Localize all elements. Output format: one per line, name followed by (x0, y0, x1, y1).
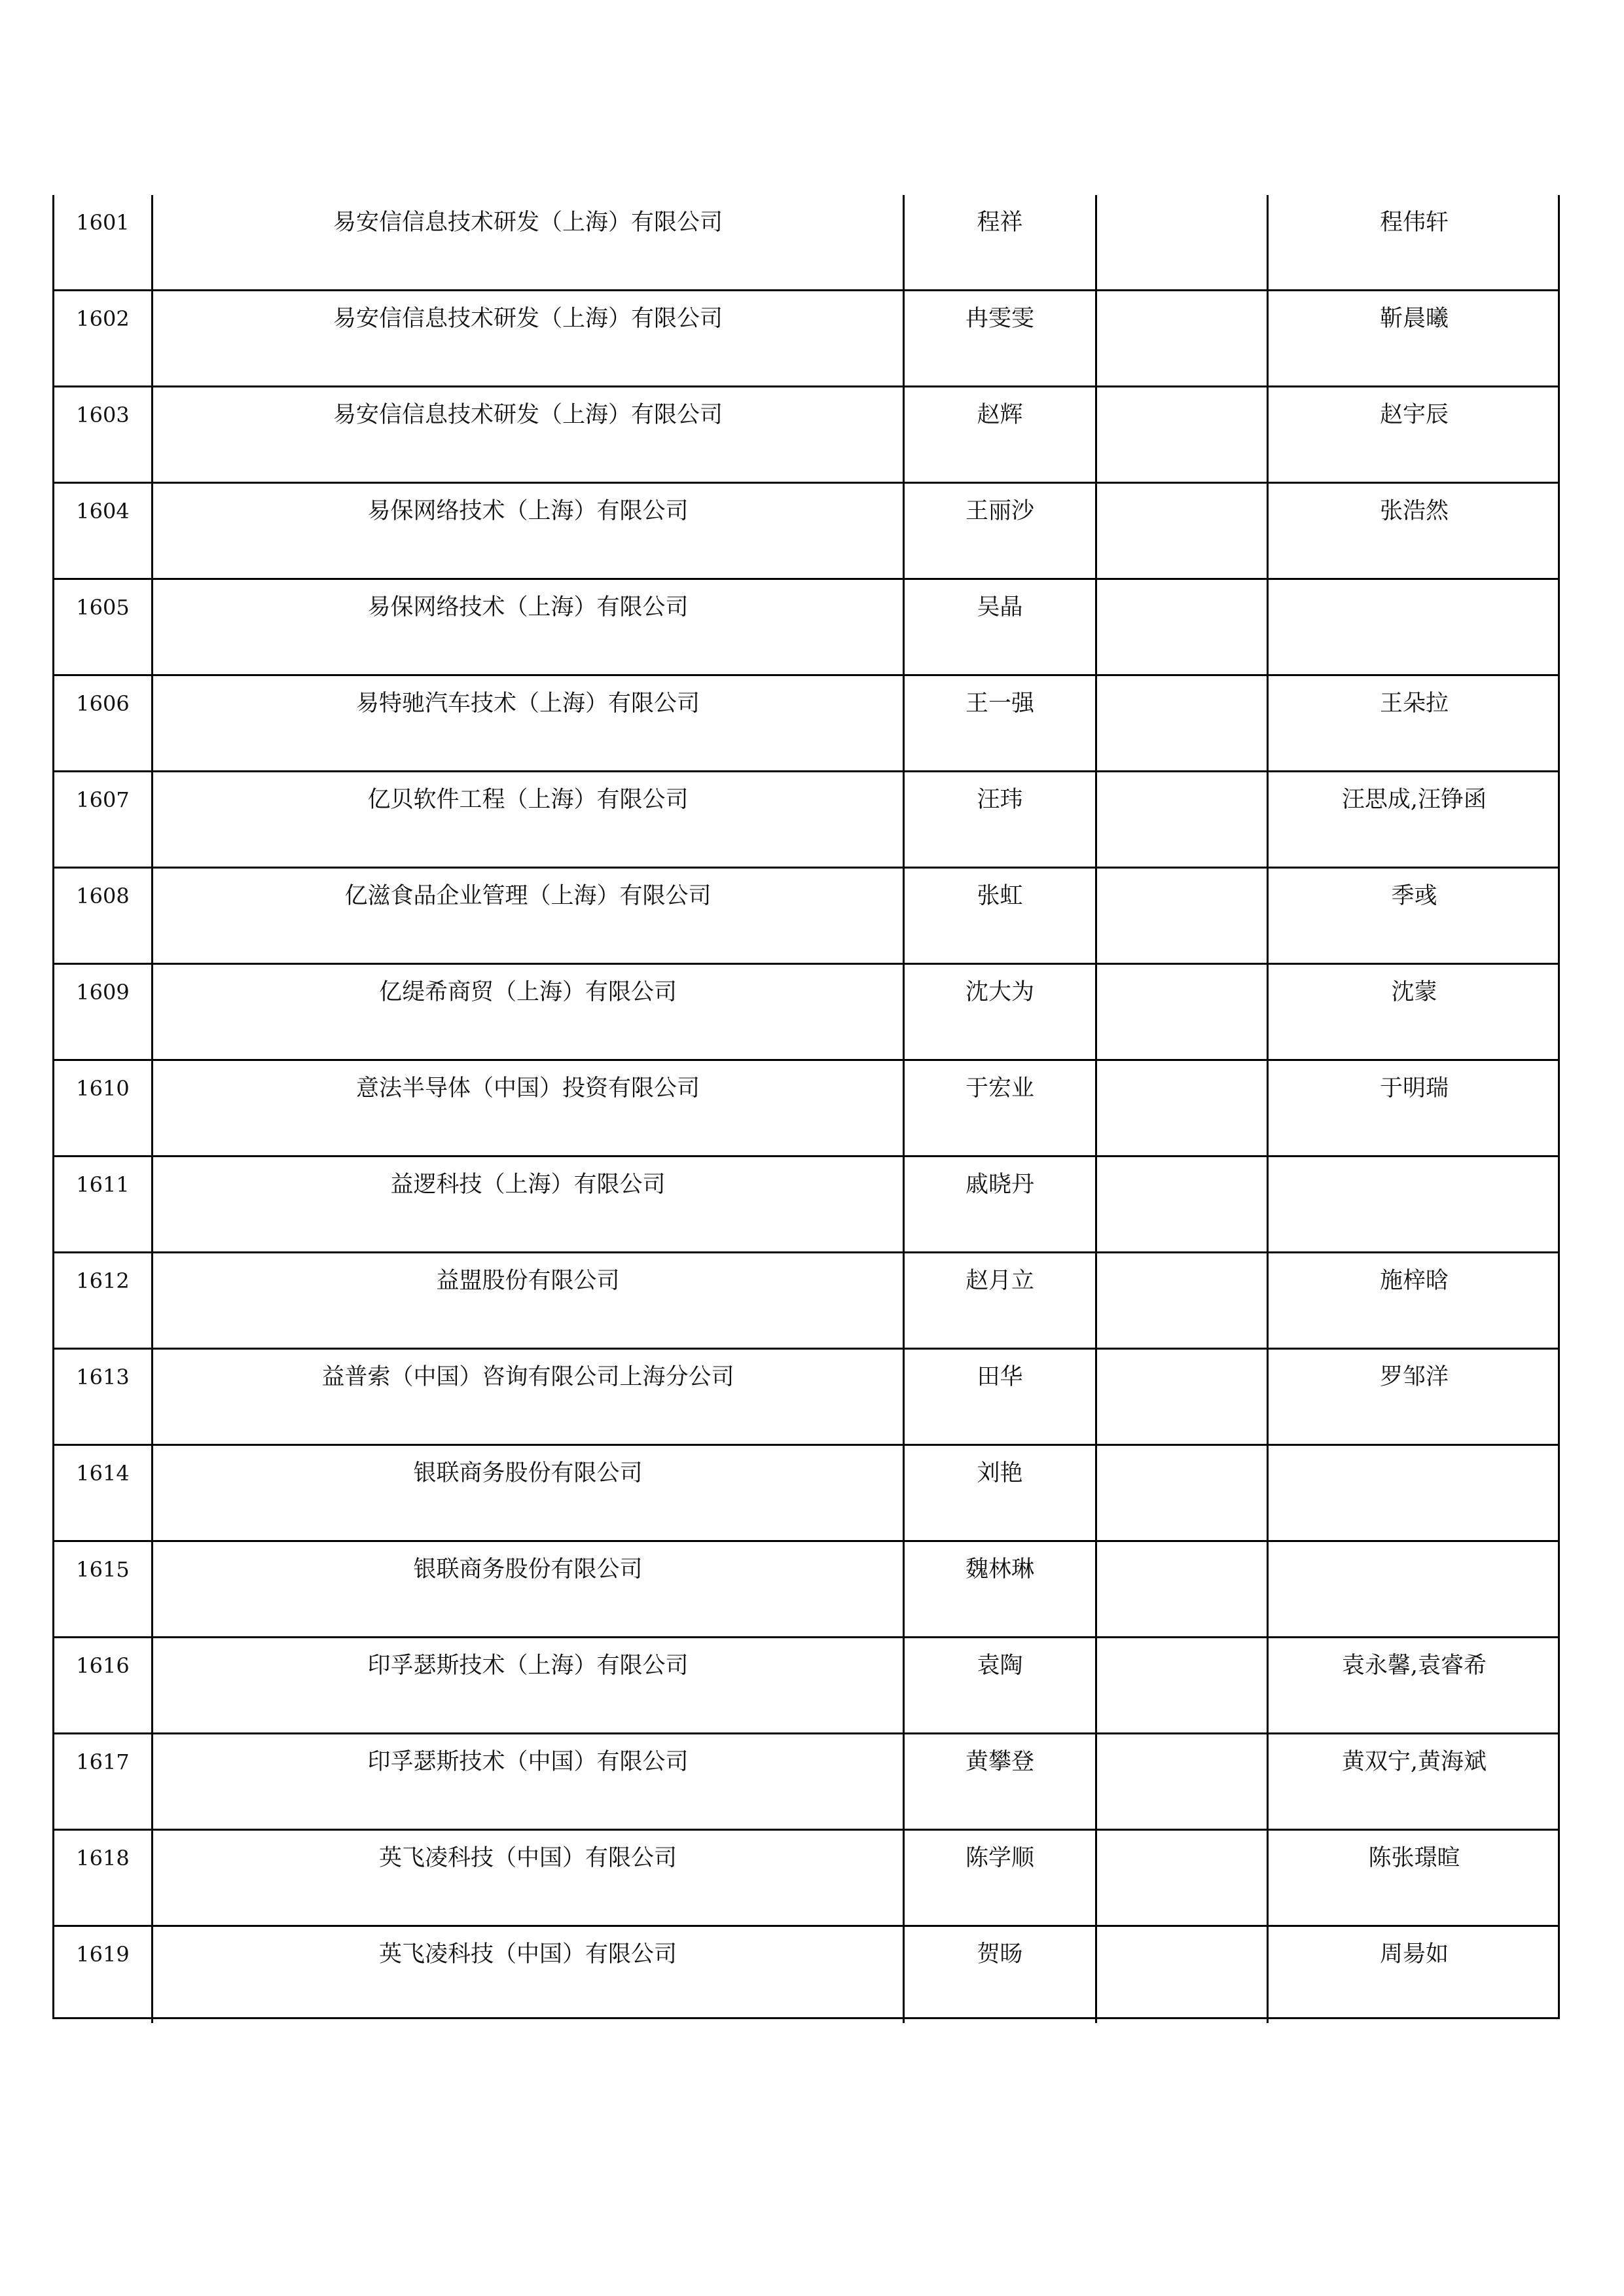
company-cell: 易特驰汽车技术（上海）有限公司 (151, 676, 903, 772)
company-cell: 印孚瑟斯技术（中国）有限公司 (151, 1734, 903, 1831)
company-cell: 易安信信息技术研发（上海）有限公司 (151, 387, 903, 484)
employee-name-cell: 王一强 (903, 676, 1095, 772)
empty-cell (1095, 1350, 1267, 1446)
company-cell: 英飞凌科技（中国）有限公司 (151, 1927, 903, 2023)
row-number-cell: 1601 (76, 210, 130, 235)
table-row (54, 386, 1558, 484)
employee-name-cell: 沈大为 (903, 965, 1095, 1061)
children-names-cell: 季彧 (1267, 869, 1560, 965)
empty-cell (1095, 1638, 1267, 1734)
employee-name-cell: 袁陶 (903, 1638, 1095, 1734)
row-number-cell: 1605 (76, 595, 130, 620)
row-number-cell: 1613 (76, 1365, 130, 1390)
employee-name-cell: 魏林琳 (903, 1542, 1095, 1638)
company-cell: 益逻科技（上海）有限公司 (151, 1157, 903, 1253)
table-row (54, 482, 1558, 580)
table-row (54, 1636, 1558, 1734)
company-cell: 英飞凌科技（中国）有限公司 (151, 1831, 903, 1927)
empty-cell (1095, 484, 1267, 580)
children-names-cell: 靳晨曦 (1267, 291, 1560, 387)
company-cell: 银联商务股份有限公司 (151, 1542, 903, 1638)
empty-cell (1095, 291, 1267, 387)
table-row (54, 1829, 1558, 1927)
children-names-cell: 赵宇辰 (1267, 387, 1560, 484)
company-cell: 亿滋食品企业管理（上海）有限公司 (151, 869, 903, 965)
company-cell: 意法半导体（中国）投资有限公司 (151, 1061, 903, 1157)
children-names-cell (1267, 1542, 1560, 1638)
company-cell: 易保网络技术（上海）有限公司 (151, 484, 903, 580)
employee-name-cell: 吴晶 (903, 580, 1095, 676)
children-names-cell: 张浩然 (1267, 484, 1560, 580)
empty-cell (1095, 1446, 1267, 1542)
children-names-cell: 王朵拉 (1267, 676, 1560, 772)
row-number-cell: 1603 (76, 403, 130, 427)
table-row (54, 674, 1558, 772)
empty-cell (1095, 1831, 1267, 1927)
company-cell: 益普索（中国）咨询有限公司上海分公司 (151, 1350, 903, 1446)
table-row (54, 1732, 1558, 1831)
table-row (54, 770, 1558, 869)
employee-name-cell: 于宏业 (903, 1061, 1095, 1157)
empty-cell (1095, 965, 1267, 1061)
row-number-cell: 1619 (76, 1942, 130, 1967)
row-number-cell: 1617 (76, 1749, 130, 1774)
table-row (54, 195, 1558, 291)
employee-name-cell: 冉雯雯 (903, 291, 1095, 387)
employee-name-cell: 汪玮 (903, 772, 1095, 869)
table-row (54, 1059, 1558, 1157)
row-number-cell: 1614 (76, 1461, 130, 1486)
table-row (54, 289, 1558, 387)
row-number-cell: 1608 (76, 884, 130, 908)
company-cell: 易保网络技术（上海）有限公司 (151, 580, 903, 676)
company-cell: 易安信信息技术研发（上海）有限公司 (151, 195, 903, 291)
row-number-cell: 1610 (76, 1076, 130, 1101)
employee-name-cell: 田华 (903, 1350, 1095, 1446)
children-names-cell: 施梓晗 (1267, 1253, 1560, 1350)
row-number-cell: 1609 (76, 980, 130, 1005)
children-names-cell: 程伟轩 (1267, 195, 1560, 291)
table-row (54, 1444, 1558, 1542)
row-number-cell: 1615 (76, 1557, 130, 1582)
empty-cell (1095, 1061, 1267, 1157)
row-number-cell: 1602 (76, 306, 130, 331)
children-names-cell (1267, 1446, 1560, 1542)
company-cell: 印孚瑟斯技术（上海）有限公司 (151, 1638, 903, 1734)
empty-cell (1095, 1542, 1267, 1638)
empty-cell (1095, 1157, 1267, 1253)
empty-cell (1095, 1734, 1267, 1831)
empty-cell (1095, 387, 1267, 484)
table-row (54, 1251, 1558, 1350)
children-names-cell: 沈蒙 (1267, 965, 1560, 1061)
children-names-cell: 周昜如 (1267, 1927, 1560, 2023)
children-names-cell (1267, 580, 1560, 676)
employee-name-cell: 张虹 (903, 869, 1095, 965)
empty-cell (1095, 772, 1267, 869)
company-cell: 易安信信息技术研发（上海）有限公司 (151, 291, 903, 387)
table-row (54, 578, 1558, 676)
empty-cell (1095, 195, 1267, 291)
children-names-cell (1267, 1157, 1560, 1253)
empty-cell (1095, 676, 1267, 772)
table-row (54, 1925, 1558, 2023)
data-table (52, 195, 1560, 2019)
company-cell: 亿缇希商贸（上海）有限公司 (151, 965, 903, 1061)
row-number-cell: 1607 (76, 787, 130, 812)
row-number-cell: 1616 (76, 1653, 130, 1678)
table-row (54, 963, 1558, 1061)
employee-name-cell: 贺旸 (903, 1927, 1095, 2023)
table-row (54, 1155, 1558, 1253)
employee-name-cell: 赵月立 (903, 1253, 1095, 1350)
employee-name-cell: 王丽沙 (903, 484, 1095, 580)
row-number-cell: 1604 (76, 499, 130, 524)
empty-cell (1095, 1927, 1267, 2023)
children-names-cell: 于明瑞 (1267, 1061, 1560, 1157)
company-cell: 银联商务股份有限公司 (151, 1446, 903, 1542)
children-names-cell: 袁永馨,袁睿希 (1267, 1638, 1560, 1734)
empty-cell (1095, 869, 1267, 965)
row-number-cell: 1606 (76, 691, 130, 716)
employee-name-cell: 赵辉 (903, 387, 1095, 484)
company-cell: 亿贝软件工程（上海）有限公司 (151, 772, 903, 869)
table-row (54, 867, 1558, 965)
children-names-cell: 汪思成,汪铮函 (1267, 772, 1560, 869)
children-names-cell: 罗邹洋 (1267, 1350, 1560, 1446)
table-row (54, 1540, 1558, 1638)
employee-name-cell: 黄攀登 (903, 1734, 1095, 1831)
company-cell: 益盟股份有限公司 (151, 1253, 903, 1350)
row-number-cell: 1612 (76, 1268, 130, 1293)
employee-name-cell: 陈学顺 (903, 1831, 1095, 1927)
row-number-cell: 1618 (76, 1846, 130, 1871)
employee-name-cell: 戚晓丹 (903, 1157, 1095, 1253)
children-names-cell: 陈张璟暄 (1267, 1831, 1560, 1927)
employee-name-cell: 刘艳 (903, 1446, 1095, 1542)
employee-name-cell: 程祥 (903, 195, 1095, 291)
row-number-cell: 1611 (76, 1172, 130, 1197)
empty-cell (1095, 1253, 1267, 1350)
table-row (54, 1348, 1558, 1446)
empty-cell (1095, 580, 1267, 676)
children-names-cell: 黄双宁,黄海斌 (1267, 1734, 1560, 1831)
